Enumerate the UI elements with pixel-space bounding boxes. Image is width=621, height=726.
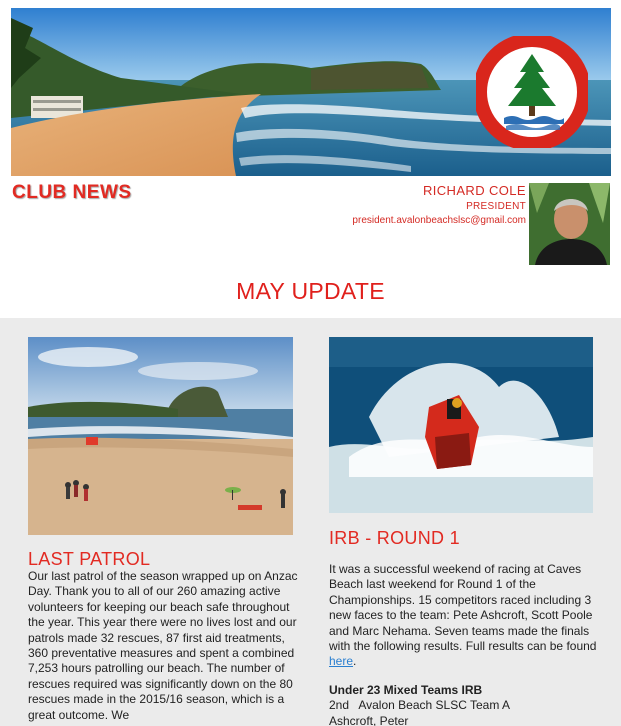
irb-body [329,562,597,670]
irb-photo [329,337,593,513]
header-banner-image [11,8,611,176]
beach-photo [28,337,293,535]
club-logo-icon [476,36,588,148]
page-title: MAY UPDATE [236,278,385,304]
full-results-link[interactable]: here [329,654,354,669]
results-row [329,698,599,713]
last-patrol-heading: LAST PATROL [28,549,151,569]
president-email[interactable]: president.avalonbeachslsc@gmail.com [352,215,526,226]
irb-body-text: It was a successful weekend of racing at Caves Beach last weekend for Round 1 of the Championships. 15 competitors raced including 3 new faces to the team: Pete Ashcroft, Scott Poole and Marc Nehama. Seven teams made the finals with the following results. Full results can be found [329,562,597,654]
club-news-title: CLUB NEWS [12,182,132,203]
results-subheading: Under 23 Mixed Teams IRB [329,683,483,697]
president-contact [352,183,526,226]
president-photo [529,183,610,265]
result-team: Avalon Beach SLSC Team A [358,698,510,713]
president-role: PRESIDENT [466,201,526,212]
irb-body-end: . [353,654,357,669]
result-members: Ashcroft, Peter [329,713,409,726]
irb-results [329,683,599,726]
irb-round-heading: IRB - ROUND 1 [329,528,460,548]
result-place: 2nd [329,698,350,713]
president-name: RICHARD COLE [422,183,526,198]
last-patrol-body: Our last patrol of the season wrapped up on Anzac Day. Thank you to all of our 260 amazing active volunteers for keeping our beach safe throughout the year. This year there were no lives lost and our patrols made 32 rescues, 87 first aid treatments, 360 preventative measures and spent a combined 7,253 hours patrolling our beach. The number of rescues required was significantly down on the 80 rescues made in the 2015/16 season, which is a great outcome. We [28,569,298,722]
